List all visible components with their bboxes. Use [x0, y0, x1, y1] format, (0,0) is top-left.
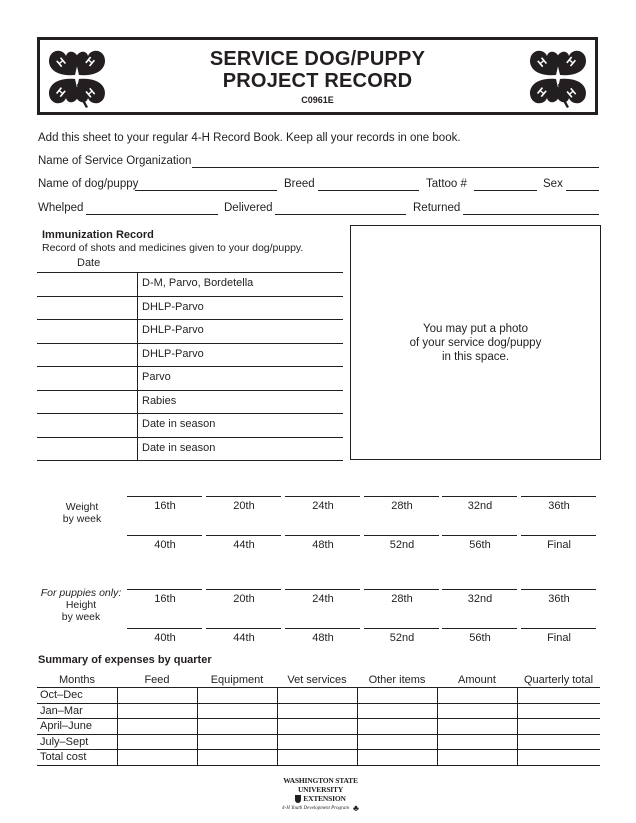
height-week-label: 16th — [154, 593, 176, 605]
weight-entry-field[interactable] — [206, 535, 281, 536]
service-org-field[interactable] — [192, 167, 599, 168]
height-entry-field[interactable] — [364, 589, 439, 590]
expense-cell[interactable] — [517, 734, 600, 750]
column-header: Vet services — [277, 673, 357, 688]
height-entry-field[interactable] — [285, 589, 360, 590]
column-header: Equipment — [197, 673, 277, 688]
4-h-clover-icon: ♣ — [353, 803, 359, 813]
wsu-shield-icon — [295, 795, 301, 803]
immunization-item: Parvo — [142, 371, 171, 383]
expense-cell[interactable] — [357, 719, 437, 735]
column-header: Amount — [437, 673, 517, 688]
height-week-label: 32nd — [467, 593, 493, 605]
expense-cell[interactable] — [357, 703, 437, 719]
height-entry-field[interactable] — [127, 628, 202, 629]
height-week-label: 36th — [548, 593, 570, 605]
weight-entry-field[interactable] — [364, 496, 439, 497]
expense-cell[interactable] — [277, 688, 357, 704]
immunization-row-line — [37, 343, 343, 344]
row-label: Oct–Dec — [37, 688, 117, 704]
immunization-date-field[interactable] — [38, 392, 136, 412]
height-label: For puppies only: Height by week — [36, 587, 126, 623]
height-entry-field[interactable] — [521, 628, 596, 629]
breed-label: Breed — [284, 178, 315, 190]
expense-cell[interactable] — [357, 688, 437, 704]
immunization-item: DHLP-Parvo — [142, 301, 204, 313]
weight-entry-field[interactable] — [285, 535, 360, 536]
height-entry-field[interactable] — [442, 589, 517, 590]
weight-week-label: 28th — [391, 500, 413, 512]
weight-week-label: 56th — [469, 539, 491, 551]
expense-cell[interactable] — [197, 703, 277, 719]
immunization-title: Immunization Record — [42, 229, 154, 241]
whelped-label: Whelped — [38, 202, 84, 214]
immunization-row-line — [37, 390, 343, 391]
table-row — [37, 703, 600, 719]
svg-text:H: H — [534, 85, 549, 100]
photo-text-line-3: in this space. — [441, 351, 510, 363]
returned-field[interactable] — [463, 214, 599, 215]
weight-week-label: 32nd — [467, 500, 493, 512]
photo-box[interactable] — [350, 225, 601, 460]
height-week-label: 28th — [391, 593, 413, 605]
column-header: Months — [37, 673, 117, 688]
immunization-row-line — [37, 272, 343, 273]
svg-text:H: H — [54, 55, 69, 70]
service-org-label: Name of Service Organization — [38, 155, 192, 167]
expense-cell[interactable] — [197, 688, 277, 704]
dog-name-field[interactable] — [135, 190, 277, 191]
weight-label: Weight by week — [62, 501, 102, 525]
expenses-title: Summary of expenses by quarter — [38, 654, 212, 666]
svg-text:H: H — [82, 54, 97, 70]
expense-cell[interactable] — [357, 734, 437, 750]
expense-cell[interactable] — [277, 734, 357, 750]
table-row — [37, 734, 600, 750]
expense-cell[interactable] — [437, 719, 517, 735]
header-box — [37, 37, 598, 115]
immunization-item: DHLP-Parvo — [142, 324, 204, 336]
expense-cell[interactable] — [277, 703, 357, 719]
weight-week-label: 36th — [548, 500, 570, 512]
weight-week-label: 44th — [233, 539, 255, 551]
height-entry-field[interactable] — [127, 589, 202, 590]
expense-cell[interactable] — [197, 719, 277, 735]
expense-cell[interactable] — [437, 750, 517, 766]
immunization-row-line — [37, 460, 343, 461]
weight-entry-field[interactable] — [521, 496, 596, 497]
svg-text:H: H — [83, 86, 98, 101]
svg-text:H: H — [53, 85, 68, 100]
sex-field[interactable] — [566, 190, 599, 191]
weight-week-label: 20th — [233, 500, 255, 512]
svg-text:H: H — [564, 86, 579, 101]
height-week-label: 44th — [233, 632, 255, 644]
column-header: Quarterly total — [517, 673, 600, 688]
expense-cell[interactable] — [517, 719, 600, 735]
title-line-2: PROJECT RECORD — [222, 70, 413, 92]
expenses-table — [37, 673, 600, 766]
row-label: July–Sept — [37, 734, 117, 750]
height-week-label: 40th — [154, 632, 176, 644]
immunization-subtitle: Record of shots and medicines given to your dog/puppy. — [42, 242, 304, 254]
weight-entry-field[interactable] — [285, 496, 360, 497]
height-entry-field[interactable] — [364, 628, 439, 629]
wsu-extension-logo: WASHINGTON STATE UNIVERSITY EXTENSION 4-H Youth Development Program ♣ — [282, 776, 359, 813]
immunization-row-line — [37, 413, 343, 414]
expense-cell[interactable] — [357, 750, 437, 766]
immunization-row-line — [37, 437, 343, 438]
delivered-field[interactable] — [275, 214, 406, 215]
puppies-only-note: For puppies only: — [40, 587, 122, 599]
tattoo-label: Tattoo # — [426, 178, 467, 190]
immunization-item: DHLP-Parvo — [142, 348, 204, 360]
expense-cell[interactable] — [117, 719, 197, 735]
photo-text-line-1: You may put a photo — [422, 323, 529, 335]
expense-cell[interactable] — [117, 688, 197, 704]
expense-cell[interactable] — [437, 703, 517, 719]
immunization-row-line — [37, 296, 343, 297]
expense-cell[interactable] — [437, 734, 517, 750]
weight-entry-field[interactable] — [442, 496, 517, 497]
svg-text:H: H — [535, 55, 550, 70]
expense-cell[interactable] — [197, 750, 277, 766]
row-label: Jan–Mar — [37, 703, 117, 719]
height-entry-field[interactable] — [521, 589, 596, 590]
immunization-date-field[interactable] — [38, 439, 136, 459]
breed-field[interactable] — [318, 190, 419, 191]
immunization-date-field[interactable] — [38, 274, 136, 294]
expense-cell[interactable] — [197, 734, 277, 750]
weight-entry-field[interactable] — [206, 496, 281, 497]
height-week-label: 48th — [312, 632, 334, 644]
immunization-item: D-M, Parvo, Bordetella — [142, 277, 254, 289]
expense-cell[interactable] — [117, 703, 197, 719]
expense-cell[interactable] — [437, 688, 517, 704]
weight-week-label: 48th — [312, 539, 334, 551]
column-header: Feed — [117, 673, 197, 688]
expense-cell[interactable] — [517, 703, 600, 719]
weight-week-label: 24th — [312, 500, 334, 512]
row-label: Total cost — [37, 750, 117, 766]
weight-entry-field[interactable] — [127, 535, 202, 536]
weight-entry-field[interactable] — [364, 535, 439, 536]
immunization-date-field[interactable] — [38, 321, 136, 341]
immunization-row-line — [37, 319, 343, 320]
weight-week-label: 52nd — [389, 539, 415, 551]
height-week-label: 24th — [312, 593, 334, 605]
intro-text: Add this sheet to your regular 4-H Record Book. Keep all your records in one book. — [38, 132, 461, 144]
whelped-field[interactable] — [86, 214, 218, 215]
height-week-label: 56th — [469, 632, 491, 644]
weight-week-label: 16th — [154, 500, 176, 512]
height-week-label: Final — [547, 632, 571, 644]
form-code: C0961E — [301, 95, 334, 105]
height-entry-field[interactable] — [285, 628, 360, 629]
4-h-clover-icon — [525, 44, 591, 110]
delivered-label: Delivered — [224, 202, 273, 214]
weight-entry-field[interactable] — [521, 535, 596, 536]
expense-cell[interactable] — [277, 719, 357, 735]
immunization-date-field[interactable] — [38, 298, 136, 318]
height-week-label: 20th — [233, 593, 255, 605]
table-row — [37, 719, 600, 735]
height-entry-field[interactable] — [206, 589, 281, 590]
title-line-1: SERVICE DOG/PUPPY — [209, 48, 426, 70]
weight-entry-field[interactable] — [442, 535, 517, 536]
height-week-label: 52nd — [389, 632, 415, 644]
immunization-date-field[interactable] — [38, 345, 136, 365]
expense-cell[interactable] — [117, 750, 197, 766]
immunization-item: Rabies — [142, 395, 177, 407]
immunization-item: Date in season — [142, 442, 216, 454]
svg-text:H: H — [563, 54, 578, 70]
table-row — [37, 750, 600, 766]
expense-cell[interactable] — [517, 688, 600, 704]
weight-entry-field[interactable] — [127, 496, 202, 497]
immunization-item: Date in season — [142, 418, 216, 430]
expense-cell[interactable] — [277, 750, 357, 766]
column-header: Other items — [357, 673, 437, 688]
date-column-header: Date — [77, 257, 101, 269]
height-entry-field[interactable] — [442, 628, 517, 629]
expense-cell[interactable] — [117, 734, 197, 750]
sex-label: Sex — [543, 178, 563, 190]
returned-label: Returned — [413, 202, 461, 214]
weight-week-label: Final — [547, 539, 571, 551]
tattoo-field[interactable] — [474, 190, 537, 191]
table-row — [37, 688, 600, 704]
dog-name-label: Name of dog/puppy — [38, 178, 139, 190]
expense-cell[interactable] — [517, 750, 600, 766]
immunization-date-field[interactable] — [38, 415, 136, 435]
immunization-row-line — [37, 366, 343, 367]
immunization-date-field[interactable] — [38, 368, 136, 388]
row-label: April–June — [37, 719, 117, 735]
weight-week-label: 40th — [154, 539, 176, 551]
photo-text-line-2: of your service dog/puppy — [409, 337, 542, 349]
height-entry-field[interactable] — [206, 628, 281, 629]
